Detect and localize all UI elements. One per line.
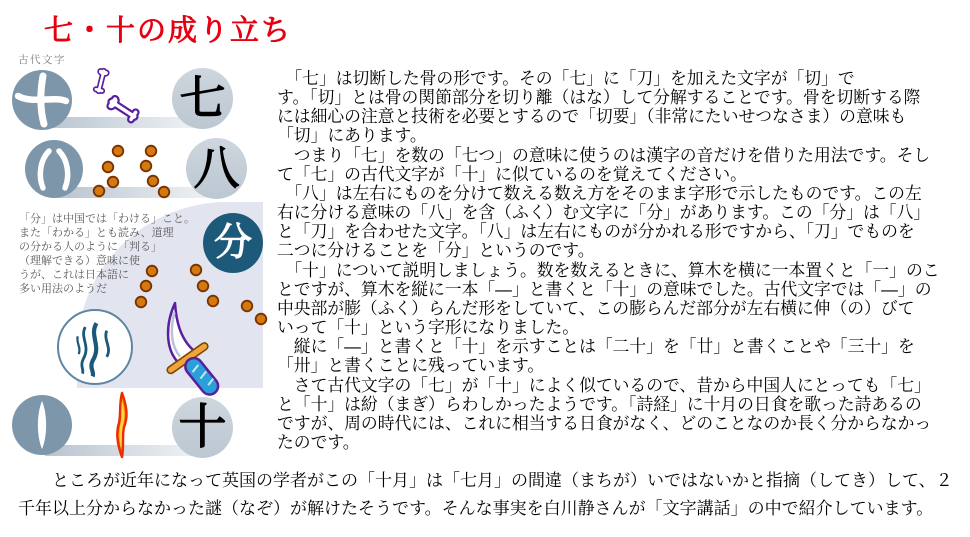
text-line: す。「切」とは骨の関節部分を切り離（はな）して分解することです。骨を切断する際 [277, 88, 921, 108]
ancient-eight-icon [25, 140, 83, 198]
bone-icon [93, 67, 141, 124]
modern-seven-circle [172, 68, 233, 129]
text-line: いって「十」という字形になりました。 [277, 318, 580, 338]
text-line: ところが近年になって英国の学者がこの「十月」は「七月」の間違（まちが）いではないかと指摘（してき）して、２ [18, 471, 953, 490]
ancient-seven-icon [12, 70, 72, 130]
text-line: 「分」は中国では「わける」こと。 [19, 213, 195, 225]
text-line: 右に分ける意味の「八」を含（ふく）む文字に「分」があります。この「分」は「八」 [277, 203, 931, 223]
modern-eight-circle [186, 138, 247, 199]
wavy-strokes [60, 312, 131, 383]
water-waves-icon [57, 309, 133, 385]
text-line: 「八」は左右にものを分けて数える数え方をそのまま字形で示したものです。この左 [277, 183, 922, 203]
kanji-fen: 分 [213, 222, 252, 264]
text-line: 縦に「―」と書くと「十」を示すことは「二十」を「廿」と書くことや「三十」を [277, 337, 915, 357]
text-line: 多い用法のようだ [19, 282, 107, 295]
text-line: 「七」は切断した骨の形です。その「七」に「刀」を加えた文字が「切」で [277, 69, 855, 88]
text-line: さて古代文字の「七」が「十」によく似ているので、昔から中国人にとっても「七」 [277, 375, 931, 395]
modern-ten-circle [172, 397, 233, 458]
text-line: （理解できる）意味に使 [19, 254, 140, 267]
text-line: て「七」の古代文字が「十」に似ているのを覚えてください。 [277, 164, 747, 184]
text-line: ですが、周の時代には、これに相当する日食がなく、どのことなのか長く分からなかっ [277, 413, 932, 433]
footer-text [18, 467, 966, 522]
ancient-ten-icon [12, 395, 72, 455]
lens-glyph [12, 395, 72, 455]
fen-note-text [19, 213, 195, 296]
ancient-script-label: 古代文字 [18, 54, 66, 66]
text-line: と「刀」を合わせた文字。「八」は左右にものが分かれる形ですから、「刀」でものを [277, 222, 915, 242]
text-line: つまり「七」を数の「七つ」の意味に使うのは漢字の音だけを借りた用法です。そし [277, 145, 931, 165]
text-line: の分かる人のように「判る」 [19, 240, 162, 253]
page-title: 七・十の成り立ち [44, 15, 293, 47]
text-line: 二つに分けることを「分」というのです。 [277, 241, 595, 261]
kanji-eight: 八 [193, 142, 240, 194]
text-line: 中央部が膨（ふく）らんだ形をしていて、この膨らんだ部分が左右横に伸（の）びて [277, 298, 915, 318]
text-line: と「十」は紛（まぎ）らわしかったようです。「詩経」に十月の日食を歌った詩あるの [277, 394, 922, 414]
main-body-text [277, 69, 967, 452]
text-line: 「卅」と書くことに残っています。 [277, 356, 545, 376]
text-line: うが、これは日本語に [19, 268, 129, 281]
text-line: 「十」について説明しましょう。数を数えるときに、算木を横に一本置くと「一」のこ [277, 260, 940, 280]
kanji-ten: 十 [178, 400, 227, 454]
text-line: とですが、算木を縦に一本「―」と書くと「十」の意味でした。古代文字では「―」の [277, 279, 932, 299]
text-line: 千年以上分からなかった謎（なぞ）が解けたそうです。そんな事実を白川静さんが「文字講話」の中で紹介しています。 [18, 498, 934, 518]
fen-circle [203, 213, 263, 273]
ancient-split-glyph [25, 140, 83, 198]
text-line: また「わかる」とも読み、道理 [19, 226, 174, 239]
kanji-seven: 七 [179, 72, 226, 124]
text-line: には細心の注意と技術を必要とするので「切要」（非常にたいせつなさま）の意味も [277, 107, 907, 127]
text-line: 「切」にあります。 [277, 126, 427, 146]
ancient-cross-glyph [12, 70, 72, 130]
text-line: たのです。 [277, 432, 360, 452]
